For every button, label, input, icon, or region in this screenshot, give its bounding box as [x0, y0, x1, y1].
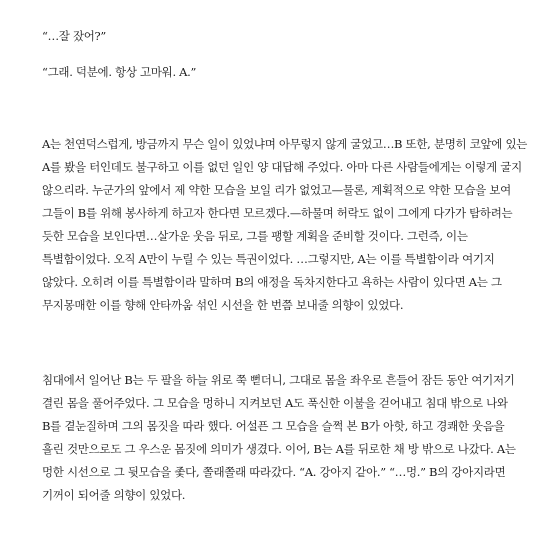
paragraph-1-line-4: 그들이 B를 위해 봉사하게 하고자 한다면 모르겠다.—하물며 허락도 없이 그에게 다가가 탐하려는 [42, 206, 513, 220]
paragraph-1-line-1: A는 천연덕스럽게, 방금까지 무슨 일이 있었냐며 아무렇지 않게 굴었고…B 또한, 분명히 코앞에 있는 [42, 137, 528, 151]
paragraph-2-line-3: B를 곁눈질하며 그의 몸짓을 따라 했다. 어설픈 그 모습을 슬쩍 본 B가 아핫, 하고 경쾌한 웃음을 [42, 419, 505, 433]
paragraph-2-line-5: 멍한 시선으로 그 뒷모습을 좇다, 쫄래쫄래 따라갔다. “A. 강아지 같아.” “…멍.” B의 강아지라면 [42, 465, 506, 479]
paragraph-1-line-2: A를 봤을 터인데도 불구하고 이를 없던 일인 양 대답해 주었다. 아마 다른 사람들에게는 이렇게 굴지 [42, 160, 522, 174]
paragraph-2-line-6: 기꺼이 되어줄 의향이 있었다. [42, 488, 186, 502]
paragraph-2-line-1: 침대에서 일어난 B는 두 팔을 하늘 위로 쭉 뻗더니, 그대로 몸을 좌우로 흔들어 잠든 동안 여기저기 [42, 373, 515, 387]
paragraph-1-line-5: 듯한 모습을 보인다면…살가운 웃음 뒤로, 그를 팽할 계획을 준비할 것이다. 그런즉, 이는 [42, 229, 468, 243]
dialogue-line-1: “…잘 잤어?” [42, 29, 107, 43]
paragraph-2-line-4: 흘린 것만으로도 그 우스운 몸짓에 의미가 생겼다. 이어, B는 A를 뒤로한 채 방 밖으로 나갔다. A는 [42, 442, 516, 456]
paragraph-1-line-7: 않았다. 오히려 이를 특별함이라 말하며 B의 애정을 독차지한다고 욕하는 사람이 있다면 A는 그 [42, 275, 502, 289]
paragraph-1-line-8: 무지몽매한 이를 향해 안타까움 섞인 시선을 한 번쯤 보내줄 의향이 있었다. [42, 298, 404, 312]
dialogue-line-2: “그래. 덕분에. 항상 고마워. A.” [42, 65, 197, 79]
paragraph-2-line-2: 결린 몸을 풀어주었다. 그 모습을 멍하니 지켜보던 A도 푹신한 이불을 걷어내고 침대 밖으로 나와 [42, 396, 508, 410]
paragraph-1-line-6: 특별함이었다. 오직 A만이 누릴 수 있는 특권이었다. …그렇지만, A는 이를 특별함이라 여기지 [42, 252, 495, 266]
paragraph-1-line-3: 않으리라. 누군가의 앞에서 제 약한 모습을 보일 리가 없었고—물론, 계획적으로 약한 모습을 보여 [42, 183, 511, 197]
